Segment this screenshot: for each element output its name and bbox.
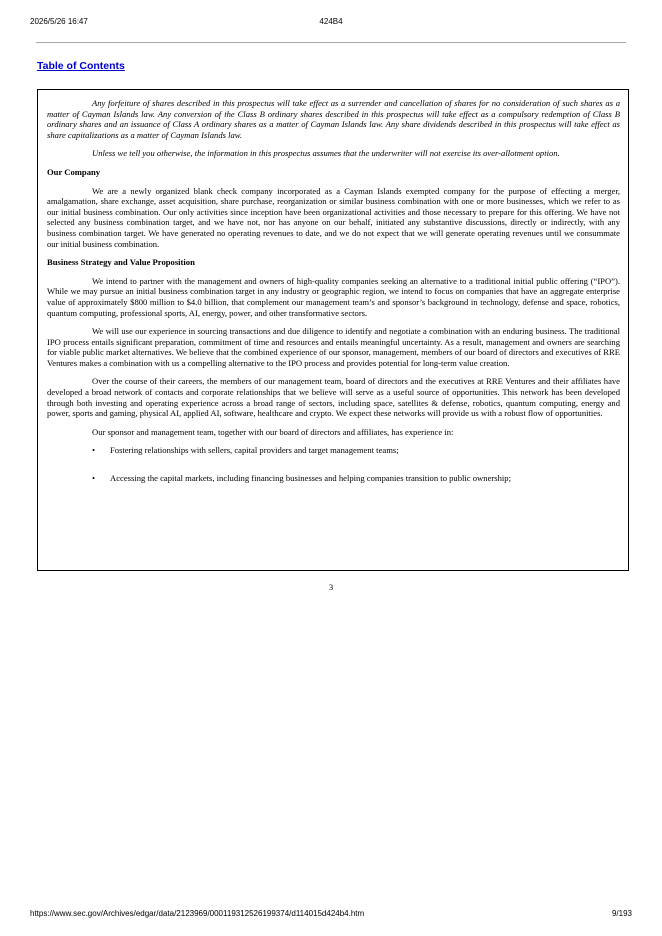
forfeiture-paragraph: Any forfeiture of shares described in this prospectus will take effect as a surrender and cancellation of shares for no consideration of such shares as a matter of Cayman Islands law. Any conversion of the Class B ordinary shares described in this prospectus will take effect as a compulsory redemption of Class B ordinary shares and an issuance of Class A ordinary shares as a matter of Cayman Islands law. Any share dividends described in this prospectus will take effect as share capitalizations as a matter of Cayman Islands law. <box>47 98 620 140</box>
strategy-heading: Business Strategy and Value Proposition <box>47 257 195 268</box>
bullet-glyph: • <box>92 473 96 484</box>
print-page-count: 9/193 <box>611 909 632 918</box>
overallotment-paragraph: Unless we tell you otherwise, the information in this prospectus assumes that the underwriter will not exercise its over-allotment option. <box>92 148 560 159</box>
strategy-paragraph-1: We intend to partner with the management and owners of high-quality companies seeking an alternative to a traditional initial public offering (“IPO”). While we may pursue an initial business combination target in any industry or geographic region, we intend to focus on companies that have an aggregate enterprise value of approximately $800 million to $4.0 billion, that complement our management team’s and sponsor’s background in technology, defense and space, robotics, quantum computing, professional sports, AI, energy, power, and other transformative sectors. <box>47 275 620 318</box>
horizontal-divider <box>36 42 626 43</box>
strategy-paragraph-3: Over the course of their careers, the members of our management team, board of directors and the executives at RRE Ventures and their affiliates have developed a broad network of contacts and corporate relationships that we believe will serve as a useful source of opportunities. This network has been developed through both investing and operating experience across a broad range of sectors, including space, satellites & defense, robotics, quantum computing, energy and power, sports and gaming, physical AI, applied AI, software, healthcare and crypto. We expect these networks will provide us with a robust flow of opportunities. <box>47 376 620 419</box>
page-number: 3 <box>328 582 334 592</box>
print-datetime: 2026/5/26 16:47 <box>30 17 88 26</box>
bullet-text: Fostering relationships with sellers, capital providers and target management teams; <box>110 445 399 456</box>
experience-bullet-item <box>47 473 620 484</box>
strategy-paragraph-2: We will use our experience in sourcing transactions and due diligence to identify and negotiate a combination with an enduring business. The traditional IPO process entails significant preparation, commitment of time and resources and entails meaningful uncertainty. As a result, management and owners are searching for viable public market alternatives. We believe that the combined experience of our sponsor, management, members of our board of directors and executives of RRE Ventures makes a combination with us a compelling alternative to the IPO process and provides potential for long-term value creation. <box>47 326 620 368</box>
experience-intro-paragraph: Our sponsor and management team, together with our board of directors and affiliates, has experience in: <box>92 426 454 437</box>
bullet-glyph: • <box>92 445 96 456</box>
bullet-text: Accessing the capital markets, including financing businesses and helping companies transition to public ownership; <box>110 473 511 484</box>
print-footer <box>0 909 662 919</box>
print-header <box>0 17 662 27</box>
our-company-heading: Our Company <box>47 166 101 177</box>
experience-bullet-item <box>47 445 620 456</box>
print-document-id: 424B4 <box>319 17 343 26</box>
table-of-contents-link[interactable]: Table of Contents <box>37 60 125 72</box>
prospectus-content-box <box>37 89 629 571</box>
document-url[interactable]: https://www.sec.gov/Archives/edgar/data/2123969/000119312526199374/d114015d424b4.htm <box>30 909 365 918</box>
our-company-paragraph: We are a newly organized blank check company incorporated as a Cayman Islands exempted company for the purpose of effecting a merger, amalgamation, share exchange, asset acquisition, share purchase, reorganization or similar business combination with one or more businesses, which we refer to as our initial business combination. Our only activities since inception have been organizational activities and those necessary to prepare for this offering. We have not selected any business combination target, and we have not, nor has anyone on our behalf, initiated any substantive discussions, directly or indirectly, with any business combination target. We have generated no operating revenues to date, and we do not expect that we will generate operating revenues until we consummate our initial business combination. <box>47 185 620 249</box>
